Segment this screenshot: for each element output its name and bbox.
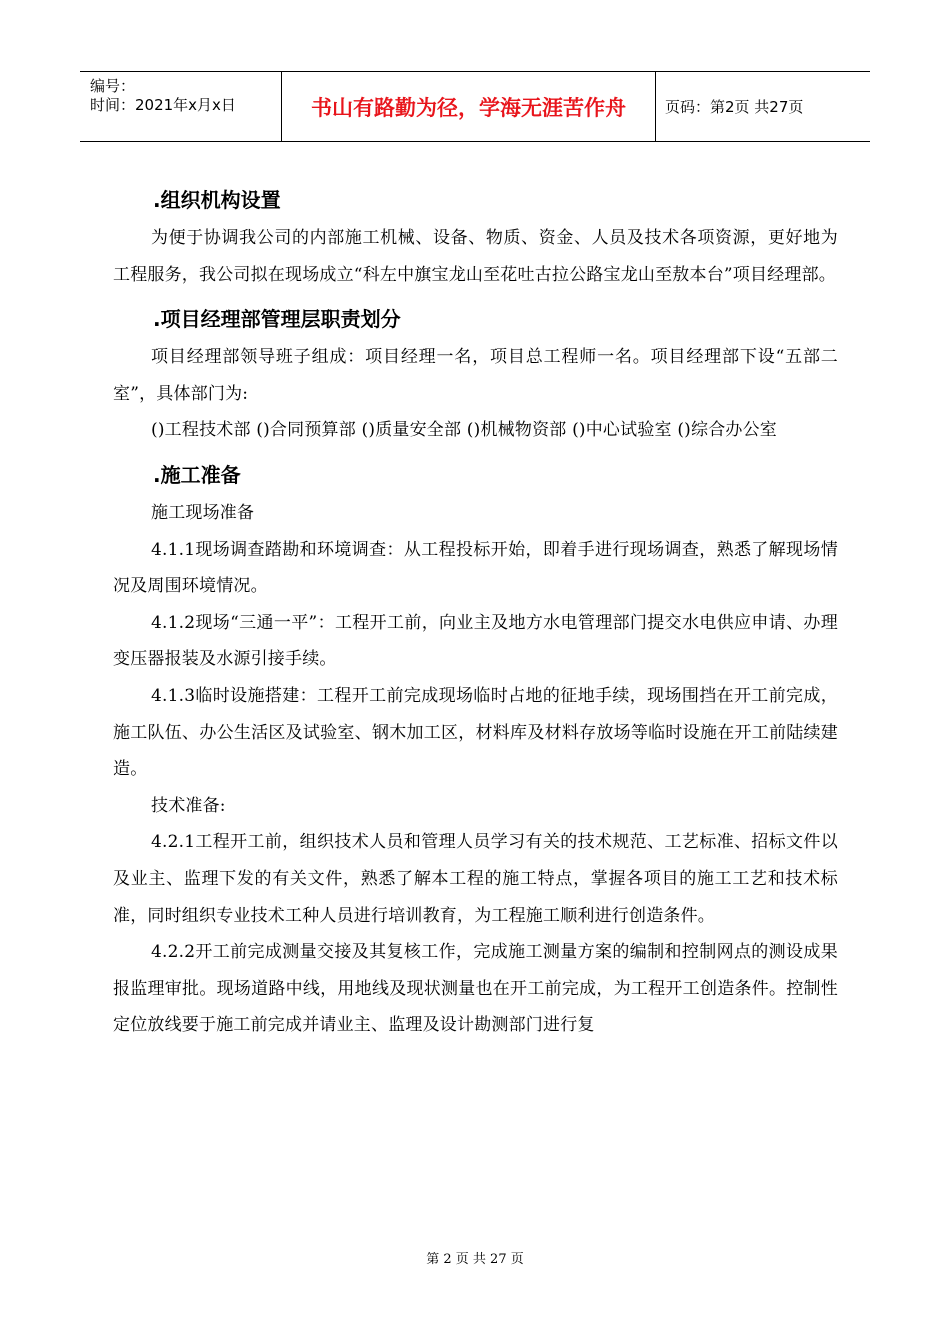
section-heading: .施工准备 (153, 462, 241, 487)
section-heading: .项目经理部管理层职责划分 (153, 307, 401, 332)
paragraph: ()工程技术部 ()合同预算部 ()质量安全部 ()机械物资部 ()中心试验室 ()综合办公室 (151, 420, 778, 441)
time-label: 时间：2021年x月x日 (90, 96, 236, 114)
document-body (113, 180, 838, 1044)
number-label: 编号： (90, 77, 136, 95)
page-footer: 第 2 页 共 27 页 (426, 1252, 524, 1267)
section-organization (113, 180, 838, 293)
paragraph: 为便于协调我公司的内部施工机械、设备、物质、资金、人员及技术各项资源，更好地为工程服务，我公司拟在现场成立“科左中旗宝龙山至花吐古拉公路宝龙山至敖本台”项目经理部。 (113, 228, 838, 285)
paragraph: 项目经理部领导班子组成：项目经理一名，项目总工程师一名。项目经理部下设“五部二室”，具体部门为: (113, 347, 838, 404)
section-responsibilities (113, 299, 838, 449)
page-header (80, 71, 870, 142)
paragraph: 技术准备: (151, 795, 226, 816)
section-heading: .组织机构设置 (153, 188, 281, 212)
header-motto: 书山有路勤为径，学海无涯苦作舟 (282, 72, 656, 141)
paragraph: 4.2.2开工前完成测量交接及其复核工作，完成施工测量方案的编制和控制网点的测设成果报监理审批。现场道路中线，用地线及现状测量也在开工前完成，为工程开工创造条件。控制性定位放线要于施工前完成并请业主、监理及设计勘测部门进行复 (113, 942, 838, 1036)
paragraph: 4.1.1现场调查踏勘和环境调查：从工程投标开始，即着手进行现场调查，熟悉了解现场情况及周围环境情况。 (113, 539, 838, 597)
paragraph: 4.1.3临时设施搭建：工程开工前完成现场临时占地的征地手续，现场围挡在开工前完成，施工队伍、办公生活区及试验室、钢木加工区，材料库及材料存放场等临时设施在开工前陆续建造。 (113, 685, 838, 780)
paragraph: 施工现场准备 (151, 502, 255, 523)
section-preparation (113, 455, 838, 1044)
header-meta (80, 72, 282, 141)
paragraph: 4.1.2现场“三通一平”：工程开工前，向业主及地方水电管理部门提交水电供应申请、办理变压器报装及水源引接手续。 (113, 612, 838, 670)
paragraph: 4.2.1工程开工前，组织技术人员和管理人员学习有关的技术规范、工艺标准、招标文件以及业主、监理下发的有关文件，熟悉了解本工程的施工特点，掌握各项目的施工工艺和技术标准，同时组织专业技术工种人员进行培训教育，为工程施工顺利进行创造条件。 (113, 832, 838, 926)
header-page-info: 页码：第2页 共27页 (665, 98, 804, 116)
